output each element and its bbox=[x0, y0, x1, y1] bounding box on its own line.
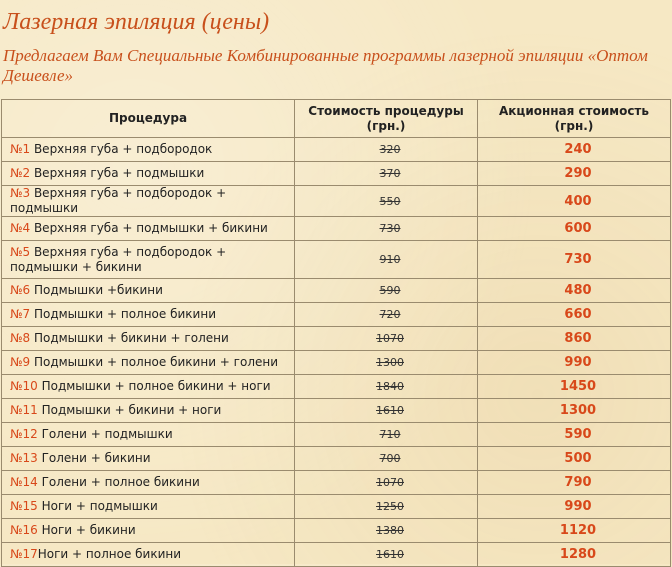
procedure-cell bbox=[2, 217, 295, 241]
procedure-name: Верхняя губа + подмышки + бикини bbox=[33, 221, 268, 235]
old-price-cell bbox=[295, 399, 478, 423]
procedure-number: №8 bbox=[10, 331, 31, 345]
procedure-name: Верхняя губа + подмышки bbox=[33, 166, 205, 180]
procedure-number: №13 bbox=[10, 451, 38, 465]
old-price: 1380 bbox=[376, 524, 404, 537]
procedure-name: Подмышки + полное бикини + ноги bbox=[41, 379, 271, 393]
header-procedure: Процедура bbox=[2, 100, 295, 138]
new-price: 590 bbox=[564, 427, 592, 442]
procedure-name: Подмышки + полное бикини + голени bbox=[33, 355, 279, 369]
table-row bbox=[2, 519, 671, 543]
new-price-cell bbox=[478, 471, 671, 495]
procedure-number: №16 bbox=[10, 523, 38, 537]
procedure-name: Ноги + бикини bbox=[41, 523, 136, 537]
procedure-number: №4 bbox=[10, 221, 31, 235]
table-header-row bbox=[2, 100, 671, 138]
old-price: 910 bbox=[379, 253, 401, 266]
new-price-cell bbox=[478, 351, 671, 375]
new-price: 990 bbox=[564, 499, 592, 514]
old-price: 710 bbox=[379, 428, 401, 441]
old-price: 550 bbox=[379, 194, 401, 208]
new-price-cell bbox=[478, 519, 671, 543]
old-price: 590 bbox=[379, 284, 401, 297]
old-price: 1070 bbox=[376, 332, 404, 345]
procedure-name: Верхняя губа + подбородок bbox=[33, 142, 213, 156]
old-price-cell bbox=[295, 543, 478, 567]
old-price: 700 bbox=[379, 452, 401, 465]
table-row bbox=[2, 471, 671, 495]
procedure-cell bbox=[2, 351, 295, 375]
procedure-number: №10 bbox=[10, 379, 38, 393]
procedure-cell bbox=[2, 543, 295, 567]
procedure-cell bbox=[2, 519, 295, 543]
procedure-name: Голени + полное бикини bbox=[41, 475, 200, 489]
procedure-name: Подмышки + бикини + голени bbox=[33, 331, 229, 345]
procedure-number: №7 bbox=[10, 307, 31, 321]
new-price: 730 bbox=[564, 252, 592, 267]
new-price: 1280 bbox=[559, 547, 597, 562]
old-price: 1300 bbox=[376, 356, 404, 369]
new-price-cell bbox=[478, 162, 671, 186]
procedure-cell bbox=[2, 241, 295, 279]
new-price-cell bbox=[478, 495, 671, 519]
table-row bbox=[2, 327, 671, 351]
header-new-price: Акционная стоимость (грн.) bbox=[478, 100, 671, 138]
new-price-cell bbox=[478, 186, 671, 217]
procedure-number: №2 bbox=[10, 166, 31, 180]
procedure-name: Голени + бикини bbox=[41, 451, 151, 465]
new-price: 500 bbox=[564, 451, 592, 466]
new-price: 600 bbox=[564, 221, 592, 236]
new-price: 790 bbox=[564, 475, 592, 490]
table-row bbox=[2, 495, 671, 519]
procedure-number: №17 bbox=[10, 547, 38, 561]
header-old-price: Стоимость процедуры (грн.) bbox=[295, 100, 478, 138]
procedure-name: Подмышки + бикини + ноги bbox=[41, 403, 222, 417]
procedure-cell bbox=[2, 138, 295, 162]
procedure-number: №15 bbox=[10, 499, 38, 513]
procedure-number: №1 bbox=[10, 142, 31, 156]
old-price-cell bbox=[295, 327, 478, 351]
old-price-cell bbox=[295, 447, 478, 471]
table-row bbox=[2, 241, 671, 279]
table-row bbox=[2, 279, 671, 303]
old-price-cell bbox=[295, 519, 478, 543]
page-subtitle: Предлагаем Вам Специальные Комбинированные программы лазерной эпиляции «Оптом Дешевле» bbox=[3, 46, 648, 85]
old-price-cell bbox=[295, 138, 478, 162]
price-table bbox=[1, 99, 671, 567]
table-row bbox=[2, 543, 671, 567]
new-price: 860 bbox=[564, 331, 592, 346]
old-price-cell bbox=[295, 241, 478, 279]
procedure-cell bbox=[2, 375, 295, 399]
table-row bbox=[2, 217, 671, 241]
table-row bbox=[2, 375, 671, 399]
procedure-number: №12 bbox=[10, 427, 38, 441]
new-price-cell bbox=[478, 279, 671, 303]
procedure-cell bbox=[2, 162, 295, 186]
new-price-cell bbox=[478, 327, 671, 351]
procedure-cell bbox=[2, 279, 295, 303]
old-price-cell bbox=[295, 279, 478, 303]
new-price-cell bbox=[478, 217, 671, 241]
procedure-name: Подмышки +бикини bbox=[33, 283, 163, 297]
procedure-number: №3 bbox=[10, 186, 31, 200]
new-price: 1120 bbox=[559, 523, 597, 538]
old-price: 370 bbox=[379, 167, 401, 180]
procedure-cell bbox=[2, 327, 295, 351]
old-price-cell bbox=[295, 375, 478, 399]
procedure-cell bbox=[2, 186, 295, 217]
procedure-name: Верхняя губа + подбородок + подмышки bbox=[10, 186, 227, 215]
new-price-cell bbox=[478, 375, 671, 399]
old-price-cell bbox=[295, 162, 478, 186]
procedure-name: Ноги + подмышки bbox=[41, 499, 158, 513]
old-price-cell bbox=[295, 423, 478, 447]
procedure-number: №6 bbox=[10, 283, 31, 297]
table-row bbox=[2, 399, 671, 423]
procedure-cell bbox=[2, 471, 295, 495]
table-row bbox=[2, 303, 671, 327]
procedure-name: Голени + подмышки bbox=[41, 427, 173, 441]
new-price-cell bbox=[478, 447, 671, 471]
old-price-cell bbox=[295, 495, 478, 519]
old-price: 1070 bbox=[376, 476, 404, 489]
procedure-number: №14 bbox=[10, 475, 38, 489]
procedure-cell bbox=[2, 399, 295, 423]
new-price-cell bbox=[478, 543, 671, 567]
new-price-cell bbox=[478, 241, 671, 279]
procedure-name: Верхняя губа + подбородок + подмышки + бикини bbox=[10, 244, 227, 274]
new-price: 990 bbox=[564, 355, 592, 370]
table-row bbox=[2, 351, 671, 375]
procedure-number: №5 bbox=[10, 244, 31, 259]
page-title: Лазерная эпиляция (цены) bbox=[3, 9, 270, 35]
old-price-cell bbox=[295, 351, 478, 375]
new-price-cell bbox=[478, 138, 671, 162]
table-row bbox=[2, 447, 671, 471]
new-price: 290 bbox=[564, 166, 592, 181]
procedure-cell bbox=[2, 447, 295, 471]
old-price: 730 bbox=[379, 222, 401, 235]
new-price: 480 bbox=[564, 283, 592, 298]
old-price: 720 bbox=[379, 308, 401, 321]
old-price-cell bbox=[295, 303, 478, 327]
table-row bbox=[2, 138, 671, 162]
procedure-name: Ноги + полное бикини bbox=[37, 547, 182, 561]
new-price-cell bbox=[478, 303, 671, 327]
new-price: 660 bbox=[564, 307, 592, 322]
procedure-cell bbox=[2, 423, 295, 447]
procedure-number: №9 bbox=[10, 355, 31, 369]
procedure-number: №11 bbox=[10, 403, 38, 417]
new-price: 240 bbox=[564, 142, 592, 157]
table-row bbox=[2, 186, 671, 217]
old-price: 320 bbox=[379, 143, 401, 156]
old-price-cell bbox=[295, 186, 478, 217]
table-row bbox=[2, 423, 671, 447]
procedure-name: Подмышки + полное бикини bbox=[33, 307, 216, 321]
old-price-cell bbox=[295, 217, 478, 241]
old-price-cell bbox=[295, 471, 478, 495]
procedure-cell bbox=[2, 495, 295, 519]
new-price-cell bbox=[478, 423, 671, 447]
procedure-cell bbox=[2, 303, 295, 327]
old-price: 1840 bbox=[376, 380, 404, 393]
old-price: 1610 bbox=[376, 548, 404, 561]
table-row bbox=[2, 162, 671, 186]
old-price: 1610 bbox=[376, 404, 404, 417]
new-price: 1450 bbox=[559, 379, 597, 394]
new-price-cell bbox=[478, 399, 671, 423]
new-price: 1300 bbox=[559, 403, 597, 418]
old-price: 1250 bbox=[376, 500, 404, 513]
new-price: 400 bbox=[564, 193, 592, 209]
